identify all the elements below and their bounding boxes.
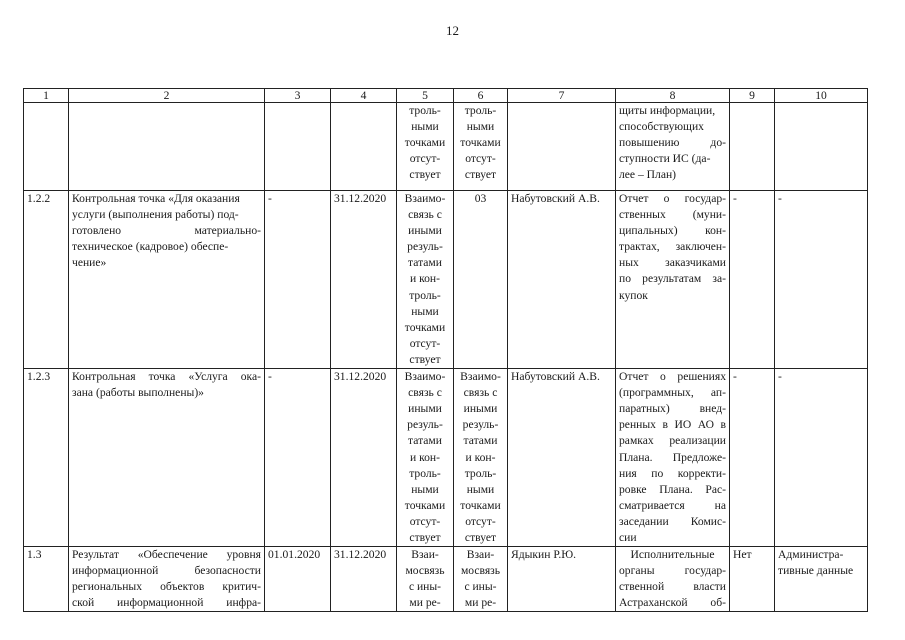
cell-line: региональных объектов критич- bbox=[72, 580, 261, 594]
cell-line: троль- bbox=[409, 466, 441, 480]
item-name-cell bbox=[69, 103, 265, 191]
cell-line: техническое (кадровое) обеспе- bbox=[72, 240, 229, 254]
end-date-cell: 31.12.2020 bbox=[331, 191, 397, 369]
relation-cell bbox=[454, 103, 508, 191]
start-date-cell: - bbox=[265, 191, 331, 369]
cell-line: Взаи- bbox=[411, 548, 439, 562]
cell-line: резуль- bbox=[407, 418, 443, 432]
flag-cell: - bbox=[730, 191, 775, 369]
item-name-cell bbox=[69, 191, 265, 369]
table-row bbox=[24, 103, 868, 191]
cell-line: Взаимо- bbox=[404, 370, 446, 384]
item-name-cell bbox=[69, 547, 265, 612]
cell-line: иными bbox=[408, 402, 442, 416]
flag-cell: Нет bbox=[730, 547, 775, 612]
cell-line: точками bbox=[404, 320, 446, 334]
header-cell: 9 bbox=[730, 89, 775, 103]
cell-line: резуль- bbox=[407, 240, 443, 254]
cell-line: информационной безопасности bbox=[72, 564, 261, 578]
end-date-cell: 31.12.2020 bbox=[331, 547, 397, 612]
header-cell: 3 bbox=[265, 89, 331, 103]
start-date-cell bbox=[265, 103, 331, 191]
cell-line: с ины- bbox=[464, 580, 497, 594]
cell-line: готовлено материально- bbox=[72, 224, 261, 238]
cell-line: и кон- bbox=[409, 272, 440, 286]
cell-line: иными bbox=[408, 224, 442, 238]
cell-line: ствует bbox=[409, 168, 441, 182]
cell-line: Результат «Обеспечение уровня bbox=[72, 548, 261, 562]
source-cell: - bbox=[775, 369, 868, 547]
cell-line: зана (работы выполнены)» bbox=[72, 386, 204, 400]
responsible-cell: Набутовский А.В. bbox=[508, 191, 616, 369]
cell-line: Контрольная точка «Для оказания bbox=[72, 192, 240, 205]
cell-line: отсут- bbox=[409, 336, 441, 350]
relation-cell bbox=[397, 369, 454, 547]
table-row bbox=[24, 191, 868, 369]
cell-line: и кон- bbox=[465, 450, 496, 464]
header-cell: 6 bbox=[454, 89, 508, 103]
cell-line: ровке Плана. Рас- bbox=[619, 482, 726, 496]
cell-line: заседании Комис- bbox=[619, 514, 726, 528]
cell-line: Администра- bbox=[778, 548, 844, 562]
cell-line: лее – План) bbox=[619, 168, 677, 182]
cell-line: ми ре- bbox=[464, 596, 497, 610]
start-date-cell: - bbox=[265, 369, 331, 547]
cell-line: трактах, заключен- bbox=[619, 240, 726, 254]
cell-line: ми ре- bbox=[409, 596, 441, 610]
cell-line: отсут- bbox=[465, 514, 496, 528]
cell-line: троль- bbox=[409, 288, 441, 302]
item-number-cell: 1.2.3 bbox=[24, 369, 69, 547]
cell-line: органы государ- bbox=[619, 564, 726, 578]
cell-line: связь с bbox=[408, 208, 442, 222]
header-row bbox=[24, 89, 868, 103]
cell-line: купок bbox=[619, 288, 648, 302]
source-cell: - bbox=[775, 191, 868, 369]
cell-line: Контрольная точка «Услуга ока- bbox=[72, 370, 261, 384]
header-cell: 8 bbox=[616, 89, 730, 103]
document-cell bbox=[616, 369, 730, 547]
header-cell: 2 bbox=[69, 89, 265, 103]
cell-line: способствующих bbox=[619, 120, 704, 134]
document-cell bbox=[616, 547, 730, 612]
cell-line: точками bbox=[404, 498, 446, 512]
cell-line: по результатам за- bbox=[619, 272, 726, 286]
cell-line: ными bbox=[466, 482, 495, 496]
cell-line: 03 bbox=[474, 192, 487, 205]
cell-line: Отчет о государ- bbox=[619, 192, 726, 205]
cell-line: паратных) внед- bbox=[619, 402, 726, 416]
plan-table bbox=[23, 88, 868, 612]
cell-line: связь с bbox=[408, 386, 442, 400]
cell-line: Взаи- bbox=[466, 548, 495, 562]
cell-line: повышению до- bbox=[619, 136, 726, 150]
cell-line: ния по корректи- bbox=[619, 466, 726, 480]
cell-line: отсут- bbox=[409, 152, 441, 166]
cell-line: ными bbox=[411, 120, 439, 134]
cell-line: ными bbox=[411, 482, 439, 496]
cell-line: услуги (выполнения работы) под- bbox=[72, 208, 239, 222]
cell-line: Астраханской об- bbox=[619, 596, 726, 610]
cell-line: ственной власти bbox=[619, 580, 726, 594]
cell-line: мосвязь bbox=[460, 564, 501, 578]
cell-line: рамках реализации bbox=[619, 434, 726, 448]
cell-line: ствует bbox=[464, 168, 497, 182]
item-number-cell: 1.3 bbox=[24, 547, 69, 612]
flag-cell bbox=[730, 103, 775, 191]
cell-line: троль- bbox=[464, 104, 497, 117]
responsible-cell: Набутовский А.В. bbox=[508, 369, 616, 547]
cell-line: ренных в ИО АО в bbox=[619, 418, 726, 432]
cell-line: точками bbox=[404, 136, 446, 150]
header-cell: 5 bbox=[397, 89, 454, 103]
cell-line: Отчет о решениях bbox=[619, 370, 726, 384]
table-row bbox=[24, 369, 868, 547]
cell-line: татами bbox=[463, 434, 498, 448]
source-cell bbox=[775, 547, 868, 612]
relation-cell bbox=[397, 191, 454, 369]
relation-cell bbox=[397, 103, 454, 191]
item-name-cell bbox=[69, 369, 265, 547]
cell-line: сии bbox=[619, 530, 637, 544]
cell-line: Взаимо- bbox=[460, 370, 501, 384]
cell-line: связь с bbox=[463, 386, 498, 400]
header-cell: 1 bbox=[24, 89, 69, 103]
cell-line: тивные данные bbox=[778, 564, 854, 578]
cell-line: ской информационной инфра- bbox=[72, 596, 261, 610]
relation-cell bbox=[454, 369, 508, 547]
flag-cell: - bbox=[730, 369, 775, 547]
header-cell: 10 bbox=[775, 89, 868, 103]
cell-line: чение» bbox=[72, 256, 107, 270]
cell-line: (программных, ап- bbox=[619, 386, 726, 400]
cell-line: Взаимо- bbox=[404, 192, 446, 205]
cell-line: отсут- bbox=[465, 152, 496, 166]
responsible-cell bbox=[508, 103, 616, 191]
end-date-cell bbox=[331, 103, 397, 191]
end-date-cell: 31.12.2020 bbox=[331, 369, 397, 547]
cell-line: Исполнительные bbox=[630, 548, 715, 562]
cell-line: татами bbox=[408, 256, 442, 270]
cell-line: ствует bbox=[464, 530, 497, 544]
cell-line: ступности ИС (да- bbox=[619, 152, 711, 166]
item-number-cell: 1.2.2 bbox=[24, 191, 69, 369]
cell-line: ных заказчиками bbox=[619, 256, 726, 270]
cell-line: ными bbox=[466, 120, 495, 134]
cell-line: ными bbox=[411, 304, 439, 318]
table-row bbox=[24, 547, 868, 612]
cell-line: ственных (муни- bbox=[619, 208, 726, 222]
responsible-cell: Ядыкин Р.Ю. bbox=[508, 547, 616, 612]
cell-line: резуль- bbox=[462, 418, 499, 432]
start-date-cell: 01.01.2020 bbox=[265, 547, 331, 612]
cell-line: троль- bbox=[464, 466, 497, 480]
relation-cell bbox=[397, 547, 454, 612]
cell-line: татами bbox=[408, 434, 442, 448]
cell-line: отсут- bbox=[409, 514, 441, 528]
cell-line: Плана. Предложе- bbox=[619, 450, 726, 464]
cell-line: ствует bbox=[409, 352, 441, 366]
cell-line: точками bbox=[460, 136, 501, 150]
cell-line: ствует bbox=[409, 530, 441, 544]
document-cell bbox=[616, 103, 730, 191]
cell-line: иными bbox=[463, 402, 498, 416]
cell-line: мосвязь bbox=[405, 564, 445, 578]
cell-line: точками bbox=[460, 498, 501, 512]
relation-cell bbox=[454, 191, 508, 369]
cell-line: сматривается на bbox=[619, 498, 726, 512]
cell-line: щиты информации, bbox=[619, 104, 716, 117]
header-cell: 4 bbox=[331, 89, 397, 103]
item-number-cell bbox=[24, 103, 69, 191]
cell-line: ципальных) кон- bbox=[619, 224, 726, 238]
relation-cell bbox=[454, 547, 508, 612]
source-cell bbox=[775, 103, 868, 191]
document-cell bbox=[616, 191, 730, 369]
cell-line: троль- bbox=[409, 104, 441, 117]
cell-line: и кон- bbox=[409, 450, 440, 464]
cell-line: с ины- bbox=[408, 580, 442, 594]
page-number: 12 bbox=[446, 23, 459, 38]
header-cell: 7 bbox=[508, 89, 616, 103]
